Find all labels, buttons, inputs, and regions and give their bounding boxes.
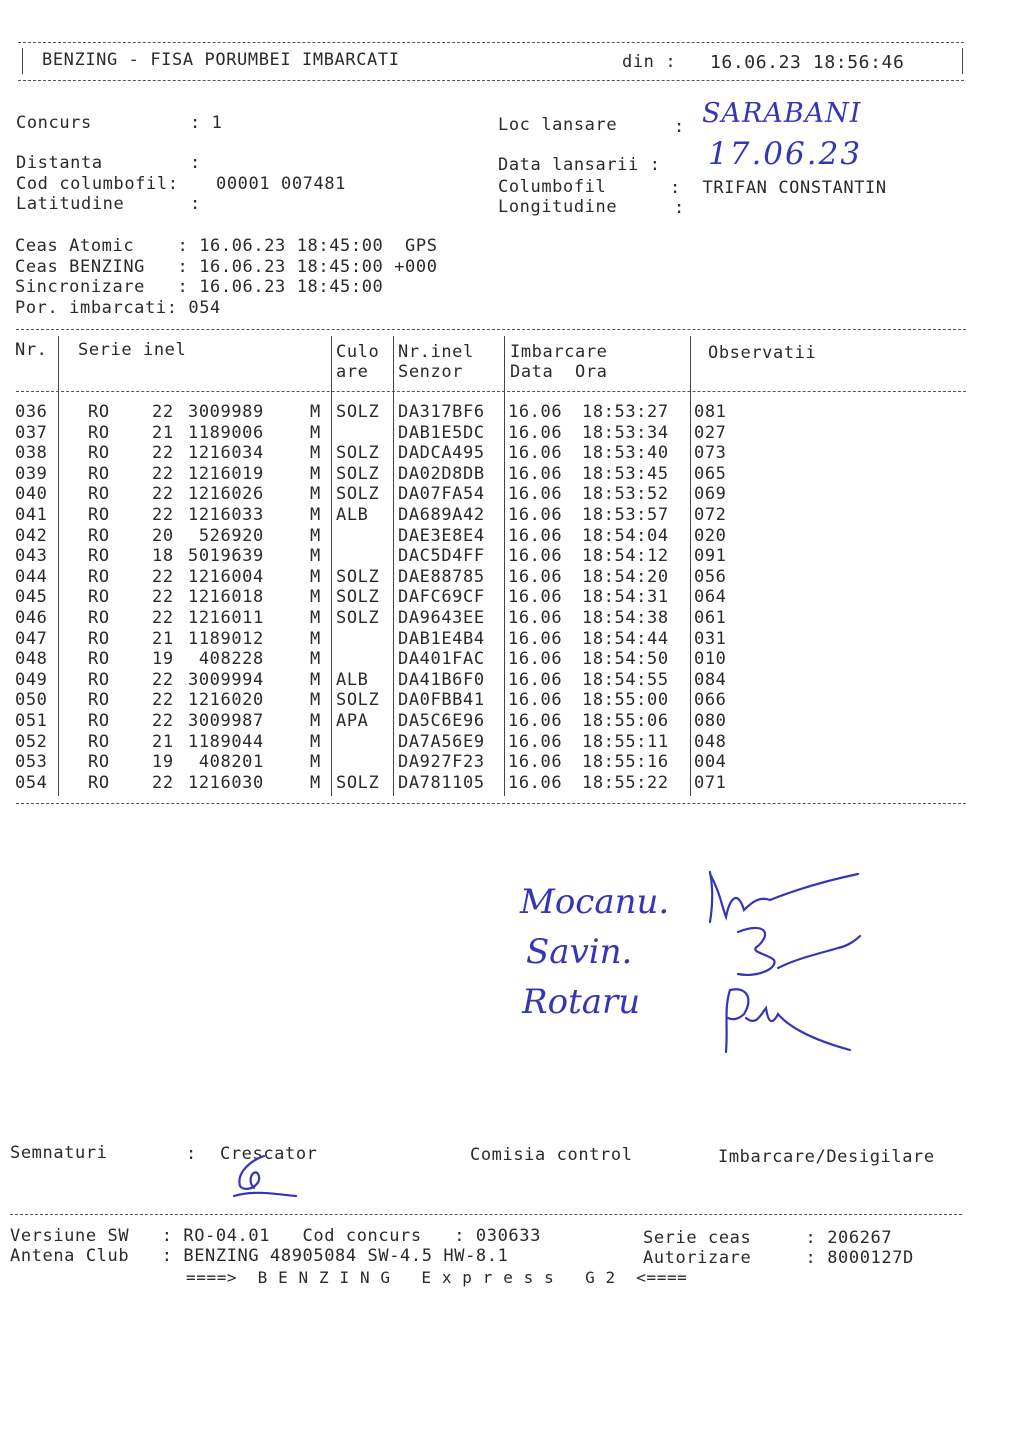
row-color: SOLZ xyxy=(336,566,380,587)
row-obs: 066 xyxy=(694,690,727,711)
row-country: RO xyxy=(88,587,110,608)
row-obs: 065 xyxy=(694,463,727,484)
din-label: din : xyxy=(622,52,677,72)
row-obs: 020 xyxy=(694,525,727,546)
table-row xyxy=(0,567,1000,588)
row-obs: 069 xyxy=(694,484,727,505)
row-sensor: DA781105 xyxy=(398,772,485,793)
row-sensor: DA7A56E9 xyxy=(398,731,485,752)
row-date: 16.06 xyxy=(508,649,563,670)
row-time: 18:54:04 xyxy=(582,525,669,546)
row-country: RO xyxy=(88,566,110,587)
loc-lansare-handwritten: SARABANI xyxy=(702,98,862,129)
row-ring: 1216011 xyxy=(188,608,264,628)
row-sensor: DAB1E4B4 xyxy=(398,628,485,649)
row-date: 16.06 xyxy=(508,525,563,546)
ceas-atomic: Ceas Atomic : 16.06.23 18:45:00 GPS xyxy=(15,236,438,256)
longitudine-label: Longitudine xyxy=(498,197,618,217)
row-sex: M xyxy=(310,505,321,525)
row-year: 21 xyxy=(152,422,174,443)
row-nr: 038 xyxy=(15,443,48,464)
row-date: 16.06 xyxy=(508,669,563,690)
longitudine-colon: : xyxy=(674,198,685,218)
row-nr: 042 xyxy=(15,525,48,546)
row-date: 16.06 xyxy=(508,484,563,505)
latitudine-label: Latitudine xyxy=(16,194,125,214)
footer-line-2-left: Antena Club : BENZING 48905084 SW-4.5 HW-8.1 xyxy=(10,1246,509,1266)
row-sex: M xyxy=(310,628,321,649)
table-row xyxy=(0,732,1000,753)
row-year: 22 xyxy=(152,463,174,484)
row-color: SOLZ xyxy=(336,608,380,628)
row-year: 18 xyxy=(152,546,174,567)
row-country: RO xyxy=(88,402,110,422)
row-obs: 071 xyxy=(694,772,727,793)
row-date: 16.06 xyxy=(508,422,563,443)
row-sensor: DAC5D4FF xyxy=(398,546,485,567)
row-date: 16.06 xyxy=(508,752,563,773)
handwritten-name-2: Savin. xyxy=(526,932,633,972)
row-country: RO xyxy=(88,463,110,484)
cod-columbofil-value: 00001 007481 xyxy=(216,174,347,194)
row-time: 18:53:45 xyxy=(582,463,669,484)
row-year: 22 xyxy=(152,505,174,525)
row-sensor: DAE88785 xyxy=(398,566,485,587)
row-nr: 041 xyxy=(15,505,48,525)
row-sensor: DADCA495 xyxy=(398,443,485,464)
row-obs: 004 xyxy=(694,752,727,773)
row-time: 18:54:44 xyxy=(582,628,669,649)
row-obs: 091 xyxy=(694,546,727,567)
row-ring: 408228 xyxy=(188,649,264,670)
footer-line-2-right: Autorizare : 8000127D xyxy=(643,1248,914,1268)
row-time: 18:53:57 xyxy=(582,505,669,525)
distanta-colon: : xyxy=(190,153,201,173)
row-sex: M xyxy=(310,608,321,628)
row-country: RO xyxy=(88,525,110,546)
col-header-culoare-2: are xyxy=(336,362,369,382)
row-nr: 047 xyxy=(15,628,48,649)
row-year: 22 xyxy=(152,711,174,731)
row-date: 16.06 xyxy=(508,505,563,525)
row-ring: 1216034 xyxy=(188,443,264,464)
footer-line-3: ====> B E N Z I N G E x p r e s s G 2 <==== xyxy=(186,1268,688,1287)
table-row xyxy=(0,752,1000,773)
row-color: SOLZ xyxy=(336,690,380,711)
row-obs: 061 xyxy=(694,608,727,628)
row-obs: 081 xyxy=(694,402,727,422)
loc-lansare-label: Loc lansare xyxy=(498,115,618,135)
table-row xyxy=(0,546,1000,567)
table-header-rule xyxy=(16,391,966,392)
row-time: 18:53:52 xyxy=(582,484,669,505)
row-sensor: DAE3E8E4 xyxy=(398,525,485,546)
row-sensor: DA689A42 xyxy=(398,505,485,525)
row-country: RO xyxy=(88,443,110,464)
row-sex: M xyxy=(310,566,321,587)
row-time: 18:53:27 xyxy=(582,402,669,422)
row-obs: 010 xyxy=(694,649,727,670)
row-time: 18:53:34 xyxy=(582,422,669,443)
row-date: 16.06 xyxy=(508,608,563,628)
row-color: SOLZ xyxy=(336,463,380,484)
comisia-control-label: Comisia control xyxy=(470,1145,633,1165)
concurs-label: Concurs xyxy=(16,113,92,133)
row-nr: 048 xyxy=(15,649,48,670)
row-time: 18:54:55 xyxy=(582,669,669,690)
row-country: RO xyxy=(88,628,110,649)
row-sex: M xyxy=(310,587,321,608)
row-country: RO xyxy=(88,690,110,711)
din-value: 16.06.23 18:56:46 xyxy=(710,52,905,73)
data-lansarii-label: Data lansarii : xyxy=(498,155,661,175)
row-color: ALB xyxy=(336,669,369,690)
row-country: RO xyxy=(88,505,110,525)
table-row xyxy=(0,629,1000,650)
row-obs: 027 xyxy=(694,422,727,443)
row-sex: M xyxy=(310,669,321,690)
row-country: RO xyxy=(88,772,110,793)
row-time: 18:55:06 xyxy=(582,711,669,731)
sincronizare: Sincronizare : 16.06.23 18:45:00 xyxy=(15,277,384,297)
row-ring: 408201 xyxy=(188,752,264,773)
row-date: 16.06 xyxy=(508,443,563,464)
row-year: 22 xyxy=(152,608,174,628)
row-sex: M xyxy=(310,525,321,546)
row-date: 16.06 xyxy=(508,690,563,711)
row-ring: 526920 xyxy=(188,525,264,546)
col-header-imbarcare-2: Data Ora xyxy=(510,362,608,382)
table-row xyxy=(0,587,1000,608)
row-ring: 1216030 xyxy=(188,772,264,793)
columbofil-value: : TRIFAN CONSTANTIN xyxy=(670,178,887,198)
row-nr: 054 xyxy=(15,772,48,793)
row-sex: M xyxy=(310,731,321,752)
row-time: 18:55:16 xyxy=(582,752,669,773)
row-year: 21 xyxy=(152,628,174,649)
row-ring: 3009989 xyxy=(188,402,264,422)
row-sex: M xyxy=(310,422,321,443)
row-date: 16.06 xyxy=(508,566,563,587)
row-ring: 1216026 xyxy=(188,484,264,505)
row-year: 21 xyxy=(152,731,174,752)
row-sensor: DA41B6F0 xyxy=(398,669,485,690)
cod-columbofil-label: Cod columbofil: xyxy=(16,174,179,194)
row-ring: 1216020 xyxy=(188,690,264,711)
document-title: BENZING - FISA PORUMBEI IMBARCATI xyxy=(42,50,400,70)
footer-line-1-right: Serie ceas : 206267 xyxy=(643,1228,893,1248)
row-year: 22 xyxy=(152,484,174,505)
row-ring: 3009987 xyxy=(188,711,264,731)
header-bottom-rule xyxy=(18,80,964,81)
handwritten-name-3: Rotaru xyxy=(522,982,641,1022)
row-time: 18:54:31 xyxy=(582,587,669,608)
row-time: 18:54:50 xyxy=(582,649,669,670)
row-year: 22 xyxy=(152,402,174,422)
crescator-label: Crescator xyxy=(220,1144,318,1164)
row-nr: 052 xyxy=(15,731,48,752)
row-ring: 5019639 xyxy=(188,546,264,567)
row-sex: M xyxy=(310,443,321,464)
row-sex: M xyxy=(310,484,321,505)
signature-scribble-3 xyxy=(716,978,866,1058)
table-row xyxy=(0,670,1000,691)
row-nr: 050 xyxy=(15,690,48,711)
row-obs: 084 xyxy=(694,669,727,690)
row-color: APA xyxy=(336,711,369,731)
concurs-value: : 1 xyxy=(190,113,223,133)
row-date: 16.06 xyxy=(508,772,563,793)
row-ring: 1216033 xyxy=(188,505,264,525)
row-year: 22 xyxy=(152,772,174,793)
row-sex: M xyxy=(310,463,321,484)
row-obs: 031 xyxy=(694,628,727,649)
row-year: 22 xyxy=(152,669,174,690)
table-row xyxy=(0,484,1000,505)
row-sex: M xyxy=(310,690,321,711)
row-sensor: DAB1E5DC xyxy=(398,422,485,443)
columbofil-label: Columbofil xyxy=(498,177,607,197)
row-color: ALB xyxy=(336,505,369,525)
row-date: 16.06 xyxy=(508,711,563,731)
row-obs: 056 xyxy=(694,566,727,587)
row-sensor: DA401FAC xyxy=(398,649,485,670)
row-ring: 1216018 xyxy=(188,587,264,608)
footer-rule xyxy=(10,1214,962,1215)
footer-line-1-left: Versiune SW : RO-04.01 Cod concurs : 030633 xyxy=(10,1226,541,1246)
row-date: 16.06 xyxy=(508,463,563,484)
row-color: SOLZ xyxy=(336,772,380,793)
header-top-rule xyxy=(18,42,964,43)
header-right-bar xyxy=(962,48,963,74)
row-country: RO xyxy=(88,608,110,628)
row-date: 16.06 xyxy=(508,546,563,567)
row-country: RO xyxy=(88,669,110,690)
row-time: 18:54:20 xyxy=(582,566,669,587)
row-sensor: DAFC69CF xyxy=(398,587,485,608)
table-row xyxy=(0,690,1000,711)
table-row xyxy=(0,464,1000,485)
row-year: 22 xyxy=(152,443,174,464)
table-bottom-rule xyxy=(16,803,966,804)
row-sensor: DA02D8DB xyxy=(398,463,485,484)
row-date: 16.06 xyxy=(508,628,563,649)
table-row xyxy=(0,649,1000,670)
semnaturi-colon: : xyxy=(186,1144,197,1164)
data-lansarii-handwritten: 17.06.23 xyxy=(708,136,863,172)
col-header-nrinel-2: Senzor xyxy=(398,362,464,382)
row-sex: M xyxy=(310,649,321,670)
table-row xyxy=(0,526,1000,547)
row-color: SOLZ xyxy=(336,587,380,608)
row-year: 19 xyxy=(152,752,174,773)
row-nr: 036 xyxy=(15,402,48,422)
row-country: RO xyxy=(88,711,110,731)
row-time: 18:55:22 xyxy=(582,772,669,793)
row-sex: M xyxy=(310,546,321,567)
row-year: 22 xyxy=(152,690,174,711)
row-sensor: DA0FBB41 xyxy=(398,690,485,711)
row-obs: 048 xyxy=(694,731,727,752)
row-sensor: DA317BF6 xyxy=(398,402,485,422)
crescator-signature xyxy=(224,1150,304,1206)
row-obs: 064 xyxy=(694,587,727,608)
row-year: 20 xyxy=(152,525,174,546)
row-sensor: DA9643EE xyxy=(398,608,485,628)
row-ring: 1216004 xyxy=(188,566,264,587)
imbarcare-desigilare-label: Imbarcare/Desigilare xyxy=(718,1147,935,1167)
row-date: 16.06 xyxy=(508,587,563,608)
table-row xyxy=(0,505,1000,526)
row-nr: 039 xyxy=(15,463,48,484)
table-top-rule xyxy=(16,329,966,330)
row-nr: 045 xyxy=(15,587,48,608)
row-color: SOLZ xyxy=(336,484,380,505)
ceas-benzing: Ceas BENZING : 16.06.23 18:45:00 +000 xyxy=(15,257,438,277)
row-time: 18:54:12 xyxy=(582,546,669,567)
row-sensor: DA5C6E96 xyxy=(398,711,485,731)
distanta-label: Distanta xyxy=(16,153,103,173)
semnaturi-label: Semnaturi xyxy=(10,1143,108,1163)
row-nr: 037 xyxy=(15,422,48,443)
row-country: RO xyxy=(88,484,110,505)
table-row xyxy=(0,773,1000,794)
porumbei-imbarcati: Por. imbarcati: 054 xyxy=(15,298,221,318)
row-country: RO xyxy=(88,546,110,567)
col-header-nr: Nr. xyxy=(15,340,48,360)
row-date: 16.06 xyxy=(508,402,563,422)
col-header-culoare-1: Culo xyxy=(336,342,380,362)
row-time: 18:55:11 xyxy=(582,731,669,752)
row-date: 16.06 xyxy=(508,731,563,752)
row-nr: 051 xyxy=(15,711,48,731)
row-ring: 1189006 xyxy=(188,422,264,443)
row-sex: M xyxy=(310,772,321,793)
row-country: RO xyxy=(88,649,110,670)
row-year: 22 xyxy=(152,566,174,587)
row-nr: 040 xyxy=(15,484,48,505)
row-sensor: DA07FA54 xyxy=(398,484,485,505)
row-obs: 072 xyxy=(694,505,727,525)
table-row xyxy=(0,402,1000,423)
latitudine-colon: : xyxy=(190,194,201,214)
col-header-nrinel-1: Nr.inel xyxy=(398,342,474,362)
row-nr: 053 xyxy=(15,752,48,773)
row-ring: 1189012 xyxy=(188,628,264,649)
table-row xyxy=(0,443,1000,464)
row-time: 18:55:00 xyxy=(582,690,669,711)
row-time: 18:53:40 xyxy=(582,443,669,464)
loc-lansare-colon: : xyxy=(674,117,685,137)
row-sex: M xyxy=(310,711,321,731)
row-ring: 1216019 xyxy=(188,463,264,484)
row-year: 19 xyxy=(152,649,174,670)
row-obs: 073 xyxy=(694,443,727,464)
table-row xyxy=(0,423,1000,444)
row-color: SOLZ xyxy=(336,443,380,464)
row-ring: 3009994 xyxy=(188,669,264,690)
col-header-serie: Serie inel xyxy=(78,340,187,360)
col-header-imbarcare-1: Imbarcare xyxy=(510,342,608,362)
row-sex: M xyxy=(310,402,321,422)
row-nr: 044 xyxy=(15,566,48,587)
row-color: SOLZ xyxy=(336,402,380,422)
table-row xyxy=(0,711,1000,732)
row-ring: 1189044 xyxy=(188,731,264,752)
row-country: RO xyxy=(88,752,110,773)
row-sex: M xyxy=(310,752,321,773)
row-country: RO xyxy=(88,731,110,752)
col-header-observatii: Observatii xyxy=(708,343,817,363)
row-sensor: DA927F23 xyxy=(398,752,485,773)
header-left-bar xyxy=(22,48,23,74)
row-country: RO xyxy=(88,422,110,443)
row-year: 22 xyxy=(152,587,174,608)
row-nr: 046 xyxy=(15,608,48,628)
row-nr: 049 xyxy=(15,669,48,690)
handwritten-name-1: Mocanu. xyxy=(520,882,670,922)
row-nr: 043 xyxy=(15,546,48,567)
row-obs: 080 xyxy=(694,711,727,731)
row-time: 18:54:38 xyxy=(582,608,669,628)
table-row xyxy=(0,608,1000,629)
